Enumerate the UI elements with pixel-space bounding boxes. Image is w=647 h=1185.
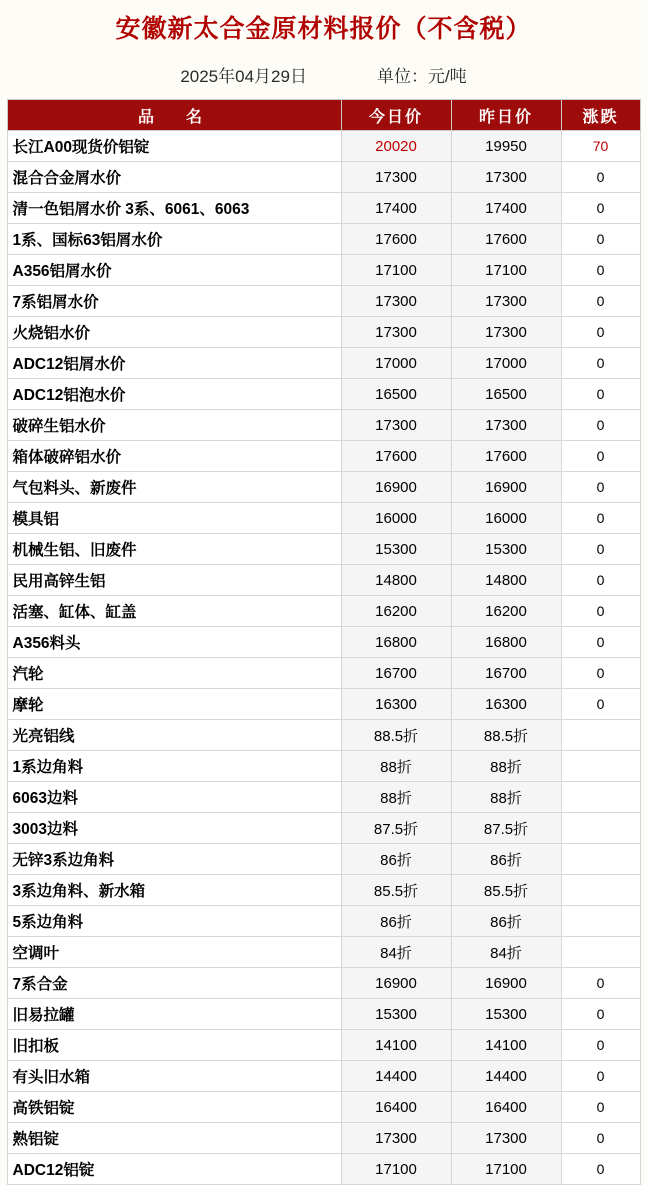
row-change: 0	[561, 162, 640, 193]
row-today-price: 14100	[341, 1030, 451, 1061]
row-product-name: ADC12铝锭	[7, 1154, 341, 1185]
row-today-price: 16900	[341, 472, 451, 503]
row-yesterday-price: 15300	[451, 999, 561, 1030]
row-yesterday-price: 16700	[451, 658, 561, 689]
row-product-name: 气包料头、新废件	[7, 472, 341, 503]
row-yesterday-price: 16300	[451, 689, 561, 720]
quote-unit: 单位：元/吨	[376, 67, 467, 86]
row-today-price: 84折	[341, 937, 451, 968]
row-product-name: 1系边角料	[7, 751, 341, 782]
row-yesterday-price: 17100	[451, 1154, 561, 1185]
row-today-price: 17600	[341, 224, 451, 255]
quote-date: 2025年04月29日	[180, 67, 307, 86]
row-change: 0	[561, 596, 640, 627]
table-row	[7, 1123, 640, 1154]
row-yesterday-price: 17300	[451, 286, 561, 317]
table-row	[7, 1092, 640, 1123]
row-yesterday-price: 17600	[451, 441, 561, 472]
row-product-name: A356料头	[7, 627, 341, 658]
row-today-price: 15300	[341, 999, 451, 1030]
table-row	[7, 596, 640, 627]
table-row	[7, 224, 640, 255]
table-row	[7, 348, 640, 379]
page-title: 安徽新太合金原材料报价（不含税）	[115, 15, 532, 43]
row-product-name: 汽轮	[7, 658, 341, 689]
row-change: 0	[561, 472, 640, 503]
col-header-name: 品 名	[7, 100, 341, 131]
row-today-price: 17000	[341, 348, 451, 379]
row-today-price: 17600	[341, 441, 451, 472]
row-change: 0	[561, 1030, 640, 1061]
table-row	[7, 1061, 640, 1092]
row-change: 0	[561, 565, 640, 596]
row-today-price: 16500	[341, 379, 451, 410]
table-row	[7, 534, 640, 565]
row-today-price: 16300	[341, 689, 451, 720]
row-change: 0	[561, 534, 640, 565]
row-change: 0	[561, 1061, 640, 1092]
row-today-price: 16900	[341, 968, 451, 999]
price-table	[7, 99, 641, 1185]
table-row	[7, 720, 640, 751]
row-change: 70	[561, 131, 640, 162]
row-product-name: 清一色铝屑水价 3系、6061、6063	[7, 193, 341, 224]
table-row	[7, 875, 640, 906]
table-row	[7, 317, 640, 348]
table-row	[7, 937, 640, 968]
table-row	[7, 565, 640, 596]
row-change: 0	[561, 1154, 640, 1185]
table-header	[7, 100, 640, 131]
table-row	[7, 472, 640, 503]
row-change: 0	[561, 255, 640, 286]
row-yesterday-price: 88.5折	[451, 720, 561, 751]
row-product-name: 7系合金	[7, 968, 341, 999]
row-today-price: 17100	[341, 1154, 451, 1185]
row-product-name: 高铁铝锭	[7, 1092, 341, 1123]
row-product-name: 6063边料	[7, 782, 341, 813]
row-product-name: 空调叶	[7, 937, 341, 968]
row-today-price: 16000	[341, 503, 451, 534]
row-change	[561, 844, 640, 875]
row-yesterday-price: 16900	[451, 968, 561, 999]
table-header-row	[7, 100, 640, 131]
row-change: 0	[561, 1123, 640, 1154]
row-change: 0	[561, 689, 640, 720]
row-change: 0	[561, 317, 640, 348]
row-change: 0	[561, 999, 640, 1030]
row-yesterday-price: 17000	[451, 348, 561, 379]
table-row	[7, 1154, 640, 1185]
table-row	[7, 751, 640, 782]
row-product-name: A356铝屑水价	[7, 255, 341, 286]
row-product-name: 7系铝屑水价	[7, 286, 341, 317]
table-row	[7, 813, 640, 844]
row-yesterday-price: 15300	[451, 534, 561, 565]
row-product-name: ADC12铝泡水价	[7, 379, 341, 410]
row-change	[561, 937, 640, 968]
row-change: 0	[561, 286, 640, 317]
table-row	[7, 627, 640, 658]
col-header-yesterday: 昨日价	[451, 100, 561, 131]
row-today-price: 87.5折	[341, 813, 451, 844]
row-yesterday-price: 16200	[451, 596, 561, 627]
row-today-price: 86折	[341, 844, 451, 875]
row-today-price: 88折	[341, 782, 451, 813]
row-product-name: 火烧铝水价	[7, 317, 341, 348]
row-product-name: 摩轮	[7, 689, 341, 720]
row-yesterday-price: 14100	[451, 1030, 561, 1061]
row-yesterday-price: 17300	[451, 317, 561, 348]
row-product-name: 3003边料	[7, 813, 341, 844]
row-today-price: 16400	[341, 1092, 451, 1123]
row-yesterday-price: 14400	[451, 1061, 561, 1092]
row-product-name: 旧易拉罐	[7, 999, 341, 1030]
row-product-name: 光亮铝线	[7, 720, 341, 751]
row-yesterday-price: 17300	[451, 410, 561, 441]
table-row	[7, 1030, 640, 1061]
row-today-price: 17300	[341, 317, 451, 348]
table-body	[7, 131, 640, 1185]
row-today-price: 17300	[341, 1123, 451, 1154]
row-change	[561, 906, 640, 937]
row-yesterday-price: 17100	[451, 255, 561, 286]
row-product-name: 旧扣板	[7, 1030, 341, 1061]
row-today-price: 20020	[341, 131, 451, 162]
col-header-change: 涨跌	[561, 100, 640, 131]
table-row	[7, 410, 640, 441]
row-yesterday-price: 87.5折	[451, 813, 561, 844]
row-product-name: 破碎生铝水价	[7, 410, 341, 441]
row-yesterday-price: 88折	[451, 782, 561, 813]
row-yesterday-price: 86折	[451, 906, 561, 937]
row-product-name: ADC12铝屑水价	[7, 348, 341, 379]
row-change: 0	[561, 193, 640, 224]
row-today-price: 88折	[341, 751, 451, 782]
row-today-price: 16200	[341, 596, 451, 627]
table-row	[7, 131, 640, 162]
table-row	[7, 689, 640, 720]
row-yesterday-price: 88折	[451, 751, 561, 782]
row-today-price: 17300	[341, 162, 451, 193]
row-today-price: 17400	[341, 193, 451, 224]
row-change: 0	[561, 224, 640, 255]
row-today-price: 14400	[341, 1061, 451, 1092]
row-change: 0	[561, 379, 640, 410]
row-product-name: 机械生铝、旧废件	[7, 534, 341, 565]
row-yesterday-price: 17300	[451, 1123, 561, 1154]
row-change: 0	[561, 658, 640, 689]
table-row	[7, 782, 640, 813]
table-row	[7, 255, 640, 286]
row-product-name: 有头旧水箱	[7, 1061, 341, 1092]
row-yesterday-price: 16000	[451, 503, 561, 534]
row-yesterday-price: 14800	[451, 565, 561, 596]
row-change: 0	[561, 348, 640, 379]
row-product-name: 活塞、缸体、缸盖	[7, 596, 341, 627]
row-product-name: 长江A00现货价铝锭	[7, 131, 341, 162]
table-row	[7, 286, 640, 317]
row-today-price: 14800	[341, 565, 451, 596]
table-row	[7, 999, 640, 1030]
table-row	[7, 906, 640, 937]
table-row	[7, 162, 640, 193]
row-change	[561, 782, 640, 813]
row-today-price: 88.5折	[341, 720, 451, 751]
row-today-price: 17300	[341, 286, 451, 317]
table-row	[7, 844, 640, 875]
row-yesterday-price: 16400	[451, 1092, 561, 1123]
row-today-price: 16700	[341, 658, 451, 689]
table-row	[7, 441, 640, 472]
row-today-price: 85.5折	[341, 875, 451, 906]
row-change: 0	[561, 410, 640, 441]
col-header-today: 今日价	[341, 100, 451, 131]
row-today-price: 17300	[341, 410, 451, 441]
row-today-price: 17100	[341, 255, 451, 286]
row-product-name: 无锌3系边角料	[7, 844, 341, 875]
row-yesterday-price: 17600	[451, 224, 561, 255]
row-today-price: 86折	[341, 906, 451, 937]
row-today-price: 15300	[341, 534, 451, 565]
row-product-name: 混合合金屑水价	[7, 162, 341, 193]
title-bar	[0, 0, 647, 54]
row-product-name: 模具铝	[7, 503, 341, 534]
row-change: 0	[561, 503, 640, 534]
row-yesterday-price: 16500	[451, 379, 561, 410]
row-change: 0	[561, 968, 640, 999]
row-product-name: 5系边角料	[7, 906, 341, 937]
row-yesterday-price: 85.5折	[451, 875, 561, 906]
row-today-price: 16800	[341, 627, 451, 658]
row-product-name: 箱体破碎铝水价	[7, 441, 341, 472]
row-change	[561, 720, 640, 751]
row-change	[561, 813, 640, 844]
table-row	[7, 193, 640, 224]
row-product-name: 民用高锌生铝	[7, 565, 341, 596]
row-yesterday-price: 17400	[451, 193, 561, 224]
row-product-name: 3系边角料、新水箱	[7, 875, 341, 906]
row-yesterday-price: 86折	[451, 844, 561, 875]
subtitle-bar	[0, 54, 647, 99]
row-yesterday-price: 16800	[451, 627, 561, 658]
row-product-name: 1系、国标63铝屑水价	[7, 224, 341, 255]
row-yesterday-price: 17300	[451, 162, 561, 193]
row-change: 0	[561, 1092, 640, 1123]
row-yesterday-price: 84折	[451, 937, 561, 968]
row-yesterday-price: 16900	[451, 472, 561, 503]
row-change: 0	[561, 441, 640, 472]
row-yesterday-price: 19950	[451, 131, 561, 162]
table-row	[7, 379, 640, 410]
row-change: 0	[561, 627, 640, 658]
row-change	[561, 751, 640, 782]
row-product-name: 熟铝锭	[7, 1123, 341, 1154]
row-change	[561, 875, 640, 906]
table-row	[7, 658, 640, 689]
table-row	[7, 503, 640, 534]
table-row	[7, 968, 640, 999]
